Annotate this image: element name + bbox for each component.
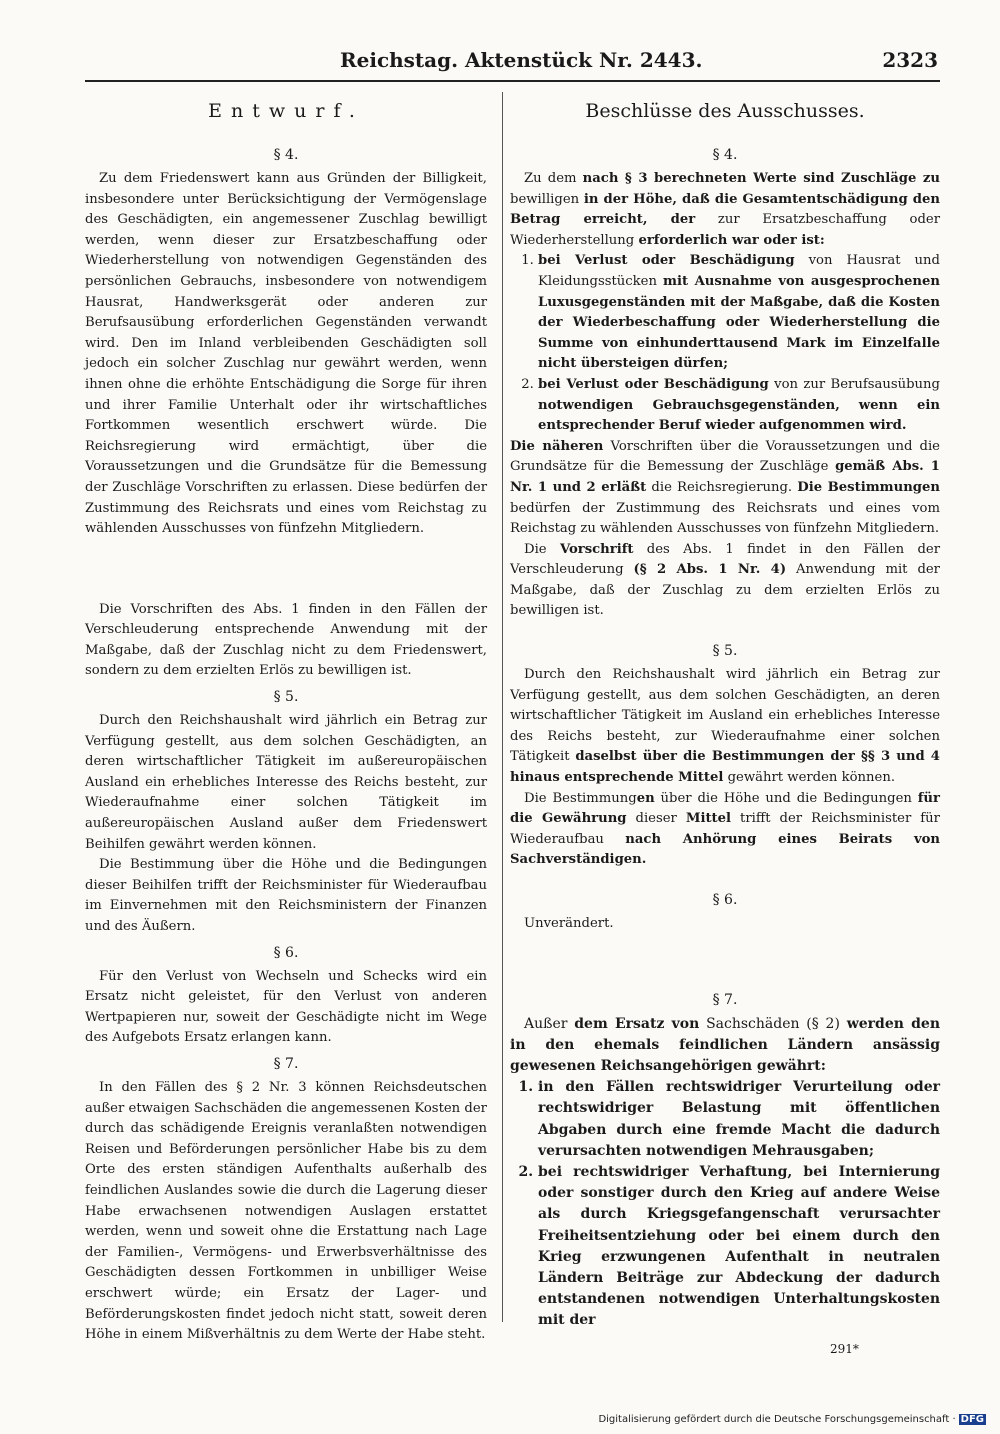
section-number: § 4. (273, 147, 299, 163)
dfg-logo-icon: DFG (960, 1414, 984, 1425)
paragraph: Außer dem Ersatz von Sachschäden (§ 2) werden den in den ehemals feindlichen Ländern ansässig gewesenen Reichsangehörigen gewährt: (510, 1015, 941, 1074)
section-number: § 5. (273, 689, 299, 706)
right-column-heading: Beschlüsse des Ausschusses. (585, 100, 865, 122)
section-number: § 4. (712, 147, 738, 163)
left-column-draft (85, 90, 487, 1346)
list-item: 1. bei Verlust oder Beschädigung von Hausrat und Kleidungsstücken mit Ausnahme von ausgesprochenen Luxusgegenständen mit der Maßgabe, daß die Kosten der Wiederbeschaffung oder Wiederherstellung die Summe von einhunderttausend Mark im Einzelfalle nicht übersteigen dürfen; (538, 251, 940, 375)
page-number: 2323 (882, 48, 938, 72)
printer-signature: 291* (830, 1342, 859, 1356)
paragraph: Unverändert. (524, 916, 614, 931)
section-number: § 6. (712, 892, 738, 908)
left-column-heading: Entwurf. (208, 100, 364, 122)
list-item: 1. in den Fällen rechtswidriger Verurteilung oder rechtswidriger Belastung mit öffentlichen Abgaben durch eine fremde Macht die dadurch verursachten notwendigen Mehrausgaben; (538, 1077, 940, 1162)
numbered-list (510, 251, 940, 436)
paragraph: Zu dem nach § 3 berechneten Werte sind Zuschläge zu bewilligen in der Höhe, daß die Gesamtentschädigung den Betrag erreicht, der zur Ersatzbeschaffung oder Wiederherstellung erforderlich war oder ist: (510, 171, 940, 248)
paragraph: In den Fällen des § 2 Nr. 3 können Reichsdeutschen außer etwaigen Sachschäden die angemessenen Kosten der durch das schädigende Ereignis veranlaßten notwendigen Reisen und Beförderungen persönlicher Habe bis zu dem Orte des ersten ständigen Aufenthalts außerhalb des feindlichen Auslandes sowie die durch die Lagerung dieser Habe erwachsenen notwendigen Auslagen erstattet werden, wenn und soweit ohne die Erstattung nach Lage der Familien-, Vermögens- und Erwerbsverhältnisse des Geschädigten dessen Fortkommen in unbilliger Weise erschwert würde; ein Ersatz der Lager- und Beförderungskosten findet jedoch nicht statt, soweit deren Höhe in einem Mißverhältnis zu dem Werte der Habe steht. (85, 1079, 487, 1343)
paragraph: Für den Verlust von Wechseln und Schecks wird ein Ersatz nicht geleistet, für den Verlust von anderen Wertpapieren nur, soweit der Geschädigte nicht im Wege des Aufgebots Ersatz erlangen kann. (85, 968, 487, 1046)
header-rule (85, 80, 940, 82)
paragraph: Die Vorschriften des Abs. 1 finden in den Fällen der Verschleuderung entsprechende Anwendung mit der Maßgabe, daß der Zuschlag nicht zu dem Friedenswert, sondern zu dem erzielten Erlös zu bewilligen ist. (85, 601, 487, 679)
paragraph: Durch den Reichshaushalt wird jährlich ein Betrag zur Verfügung gestellt, aus dem solchen Geschädigten, an deren wirtschaftlicher Tätigkeit im Ausland ein erhebliches Interesse des Reichs besteht, zur Wiederaufnahme einer solchen Tätigkeit daselbst über die Bestimmungen der §§ 3 und 4 hinaus entsprechende Mittel gewährt werden können. (510, 667, 940, 786)
right-column-committee (510, 90, 940, 1332)
numbered-list (510, 1077, 940, 1331)
list-item: 2. bei Verlust oder Beschädigung von zur Berufsausübung notwendigen Gebrauchsgegenständen, wenn ein entsprechender Beruf wieder aufgenommen wird. (538, 375, 940, 437)
section-number: § 6. (273, 944, 299, 961)
paragraph: Die Bestimmungen über die Höhe und die Bedingungen für die Gewährung dieser Mittel trifft der Reichsminister für Wiederaufbau nach Anhörung eines Beirats von Sachverständigen. (510, 790, 940, 868)
column-divider (502, 92, 503, 1322)
paragraph: Die Bestimmung über die Höhe und die Bedingungen dieser Beihilfen trifft der Reichsminister für Wiederaufbau im Einvernehmen mit den Reichsministern der Finanzen und des Äußern. (85, 857, 487, 934)
running-header (0, 48, 1000, 78)
section-number: § 7. (712, 991, 738, 1008)
paragraph: Die näheren Vorschriften über die Voraussetzungen und die Grundsätze für die Bemessung der Zuschläge gemäß Abs. 1 Nr. 1 und 2 erläßt die Reichsregierung. Die Bestimmungen bedürfen der Zustimmung des Reichsrats und eines vom Reichstag zu wählenden Ausschusses von fünfzehn Mitgliedern. (510, 438, 940, 537)
paragraph: Durch den Reichshaushalt wird jährlich ein Betrag zur Verfügung gestellt, aus dem solchen Geschädigten, an deren wirtschaftlicher Tätigkeit im außereuropäischen Ausland ein erhebliches Interesse des Reichs besteht, zur Wiederaufnahme einer solchen Tätigkeit im außereuropäischen Ausland außer dem Friedenswert Beihilfen gewährt werden können. (85, 713, 487, 852)
section-number: § 7. (273, 1055, 299, 1072)
digitization-footer (598, 1414, 986, 1425)
paragraph: Zu dem Friedenswert kann aus Gründen der Billigkeit, insbesondere unter Berücksichtigung der Vermögenslage des Geschädigten, ein angemessener Zuschlag bewilligt werden, wenn dieser zur Ersatzbeschaffung oder Wiederherstellung von notwendigen Gegenständen des persönlichen Gebrauchs, insbesondere von notwendigem Hausrat, Handwerksgerät oder anderen zur Berufsausübung erforderlichen Gegenständen verwandt wird. Den im Inland verbleibenden Geschädigten soll jedoch ein solcher Zuschlag nur gewährt werden, wenn ihnen ohne die erhöhte Entschädigung die Sorge für ihren und ihrer Familie Unterhalt oder ihr wirtschaftliches Fortkommen wesentlich erschwert würde. Die Reichsregierung wird ermächtigt, über die Voraussetzungen und die Grundsätze für die Bemessung der Zuschläge Vorschriften zu erlassen. Diese bedürfen der Zustimmung des Reichsrats und eines vom Reichstag zu wählenden Ausschusses von fünfzehn Mitgliedern. (85, 171, 487, 537)
paragraph: Die Vorschrift des Abs. 1 findet in den Fällen der Verschleuderung (§ 2 Abs. 1 Nr. 4) Anwendung mit der Maßgabe, daß der Zuschlag zu dem erzielten Erlös zu bewilligen ist. (510, 541, 941, 619)
section-number: § 5. (712, 643, 738, 660)
running-title: Reichstag. Aktenstück Nr. 2443. (340, 48, 703, 72)
list-item: 2. bei rechtswidriger Verhaftung, bei Internierung oder sonstiger durch den Krieg auf andere Weise als durch Kriegsgefangenschaft verursachter Freiheitsentziehung oder bei einem durch den Krieg erzwungenen Aufenthalt in neutralen Ländern Beiträge zur Abdeckung der dadurch entstandenen notwendigen Unterhaltungskosten mit der (538, 1162, 940, 1332)
footer-text: Digitalisierung gefördert durch die Deutsche Forschungsgemeinschaft · (598, 1414, 956, 1425)
